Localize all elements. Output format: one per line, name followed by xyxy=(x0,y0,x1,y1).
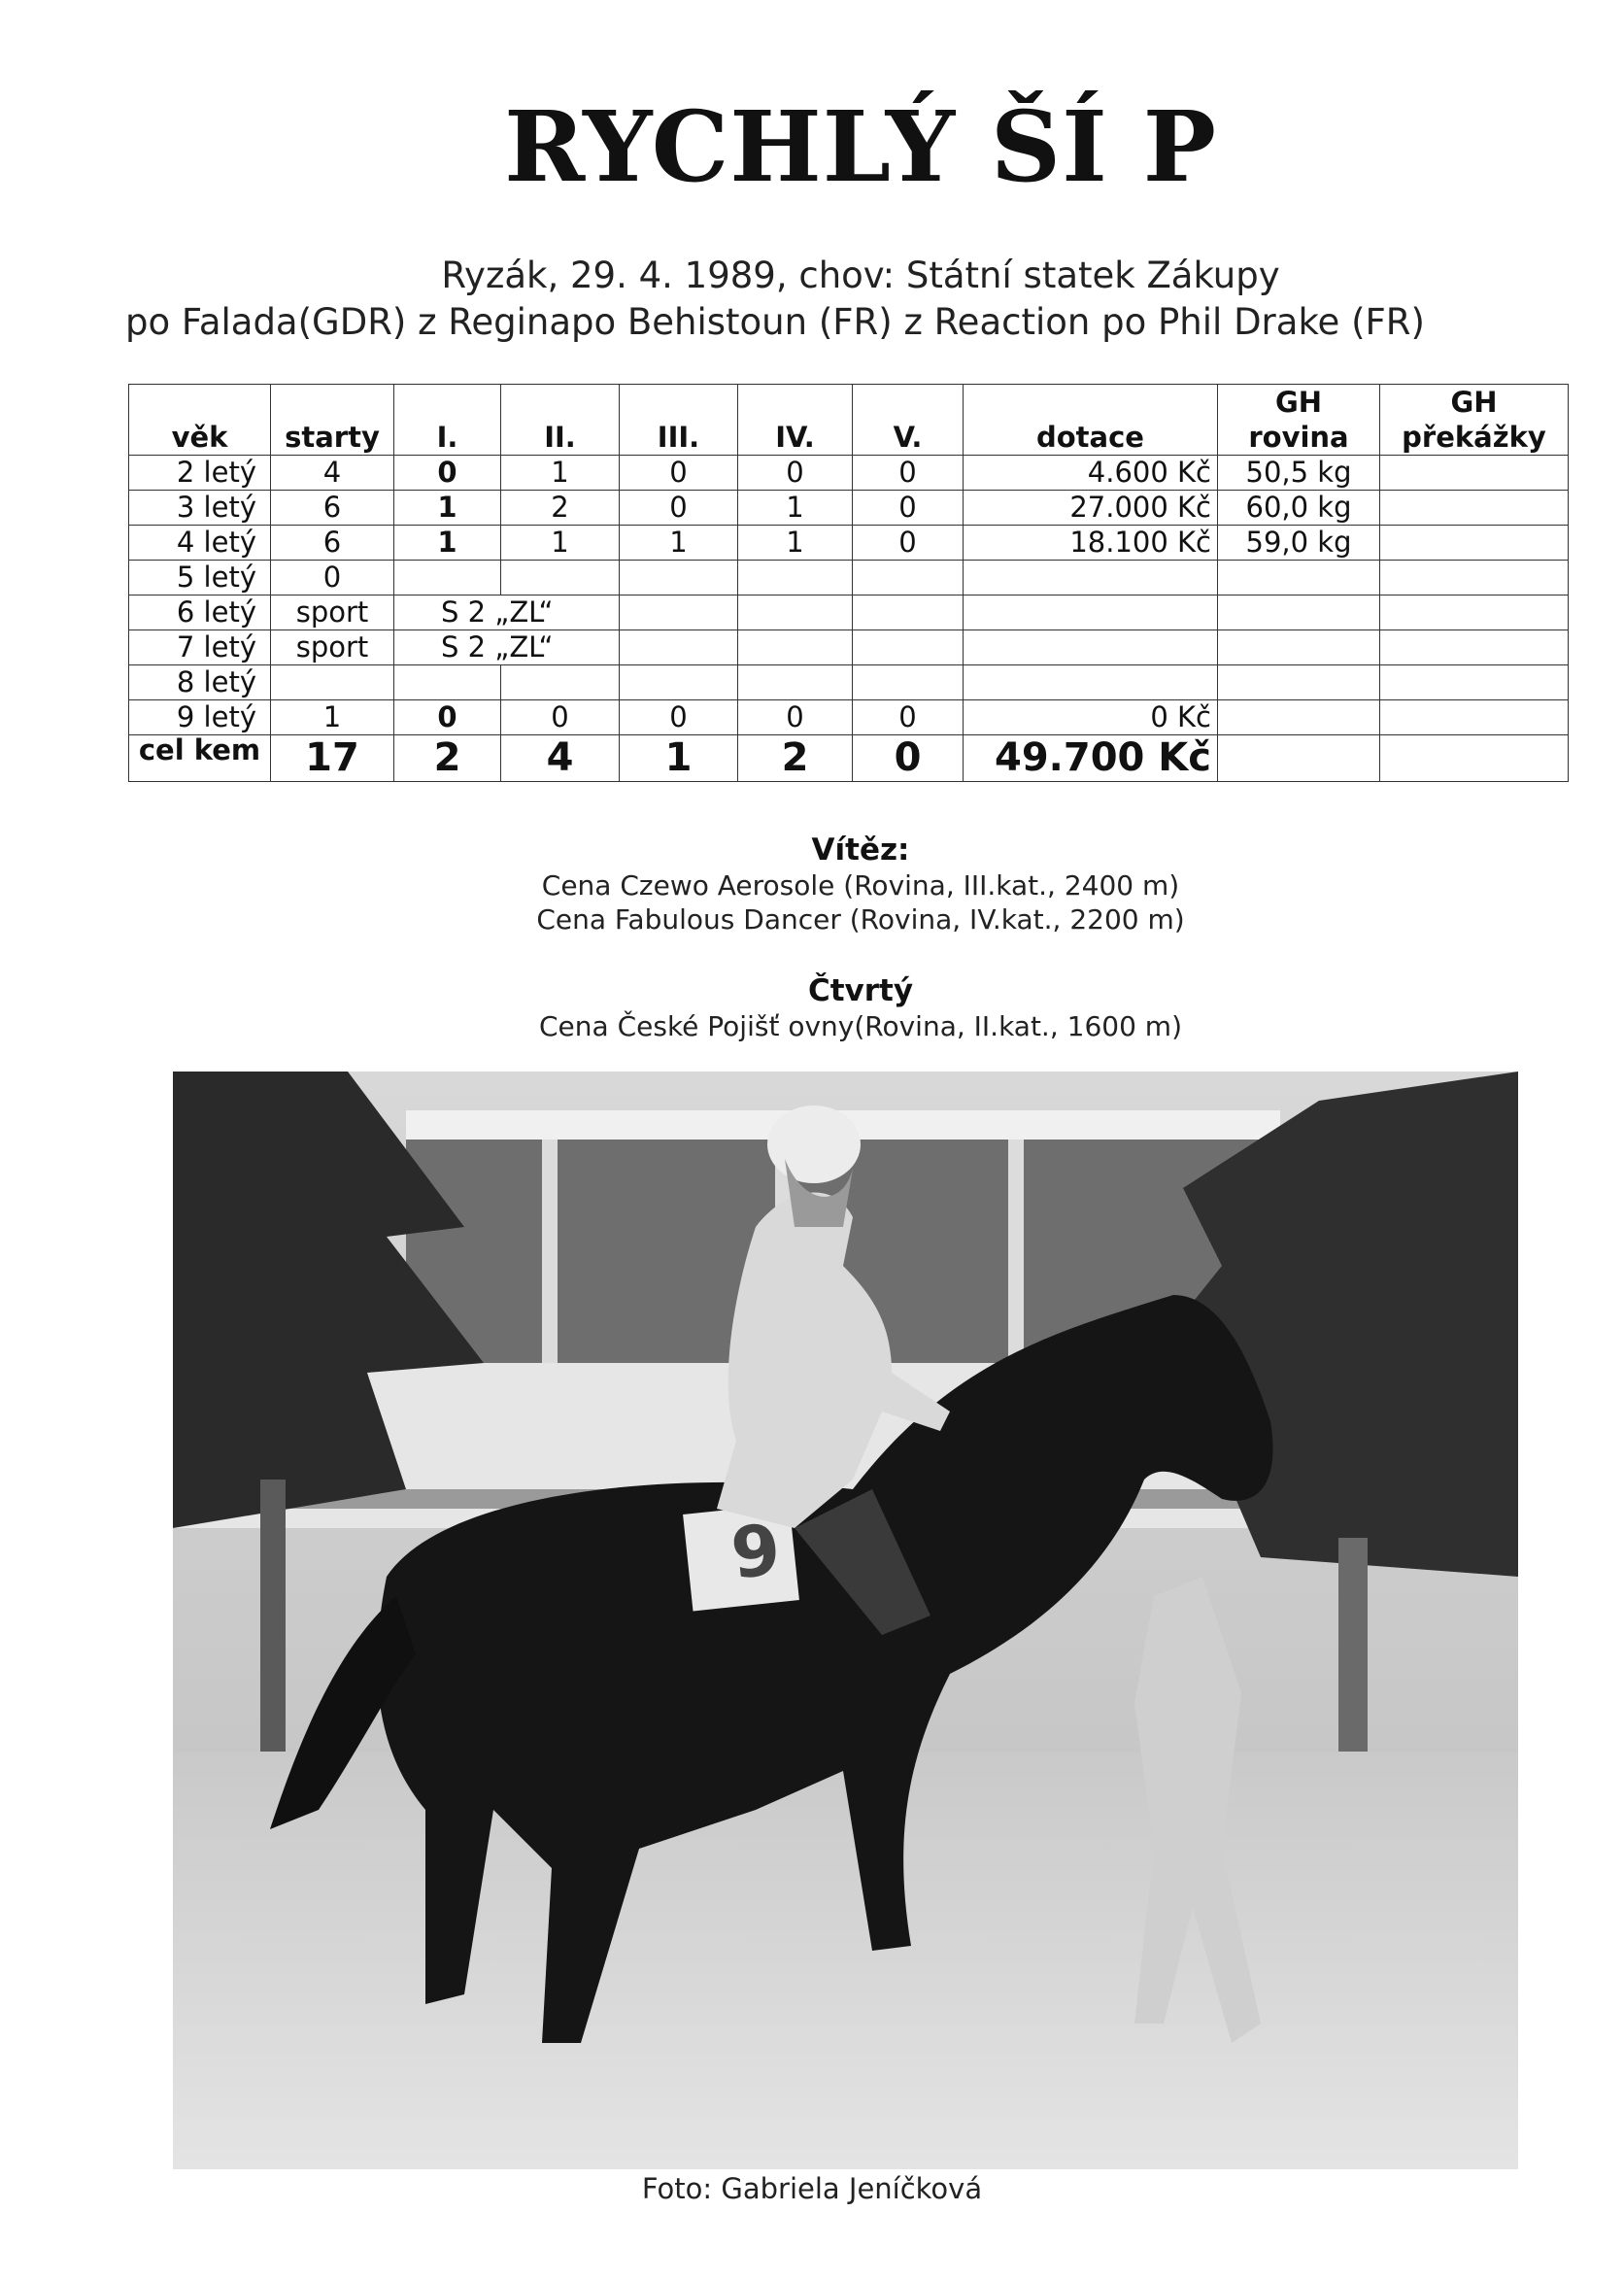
cell-gh-jump xyxy=(1380,561,1569,596)
winner-race: Cena Czewo Aerosole (Rovina, III.kat., 2400 m) xyxy=(541,869,1180,902)
header-money: dotace xyxy=(964,385,1218,456)
photo-credit: Foto: Gabriela Jeníčková xyxy=(641,2172,983,2205)
cell-fourth: 1 xyxy=(738,491,853,526)
cell-second: 1 xyxy=(501,456,620,491)
cell-money: 0 Kč xyxy=(964,700,1218,735)
cell-age: 4 letý xyxy=(129,526,271,561)
cell-fifth xyxy=(853,665,964,700)
cell-money: 4.600 Kč xyxy=(964,456,1218,491)
saddle-cloth-number: 9 xyxy=(727,1508,785,1595)
cell-gh-flat xyxy=(1218,700,1380,735)
cell-money xyxy=(964,561,1218,596)
winner-heading: Vítěz: xyxy=(811,833,910,868)
horse-pedigree: po Falada(GDR) z Reginapo Behistoun (FR) z Reaction po Phil Drake (FR) xyxy=(125,301,1425,343)
table-row xyxy=(129,630,1569,665)
cell-second: 1 xyxy=(501,526,620,561)
cell-age: 9 letý xyxy=(129,700,271,735)
cell-first: 0 xyxy=(394,456,501,491)
cell-money: 18.100 Kč xyxy=(964,526,1218,561)
cell-second: 0 xyxy=(501,700,620,735)
cell-starts: 4 xyxy=(271,456,394,491)
table-row xyxy=(129,491,1569,526)
cell-third xyxy=(620,665,738,700)
cell-total-starts: 17 xyxy=(271,735,394,782)
horse-name-title: RYCHLÝ ŠÍ P xyxy=(504,89,1217,204)
cell-fifth xyxy=(853,561,964,596)
cell-gh-flat: 50,5 kg xyxy=(1218,456,1380,491)
cell-fourth: 0 xyxy=(738,700,853,735)
header-fourth: IV. xyxy=(738,385,853,456)
table-row xyxy=(129,526,1569,561)
cell-fifth: 0 xyxy=(853,526,964,561)
cell-age: 5 letý xyxy=(129,561,271,596)
cell-money xyxy=(964,665,1218,700)
cell-gh-jump xyxy=(1380,491,1569,526)
table-row xyxy=(129,456,1569,491)
table-total-row xyxy=(129,735,1569,782)
cell-second xyxy=(501,561,620,596)
cell-starts xyxy=(271,665,394,700)
cell-third: 0 xyxy=(620,456,738,491)
cell-fourth: 0 xyxy=(738,456,853,491)
header-age: věk xyxy=(129,385,271,456)
cell-third: 1 xyxy=(620,526,738,561)
fourth-race: Cena České Pojišť ovny(Rovina, II.kat., 1600 m) xyxy=(539,1010,1182,1042)
header-fifth: V. xyxy=(853,385,964,456)
cell-total-fourth: 2 xyxy=(738,735,853,782)
cell-age: 3 letý xyxy=(129,491,271,526)
cell-first xyxy=(394,665,501,700)
cell-fourth: 1 xyxy=(738,526,853,561)
cell-fourth xyxy=(738,561,853,596)
cell-starts: 6 xyxy=(271,526,394,561)
cell-gh-jump xyxy=(1380,526,1569,561)
race-statistics-table xyxy=(128,384,1569,782)
table-row xyxy=(129,665,1569,700)
cell-age: 6 letý xyxy=(129,596,271,630)
cell-total-third: 1 xyxy=(620,735,738,782)
cell-gh-jump xyxy=(1380,665,1569,700)
cell-fourth xyxy=(738,665,853,700)
cell-age: 2 letý xyxy=(129,456,271,491)
cell-third xyxy=(620,561,738,596)
winner-section xyxy=(49,833,1624,936)
cell-gh-flat: 60,0 kg xyxy=(1218,491,1380,526)
cell-gh-flat xyxy=(1218,561,1380,596)
cell-sport-note: S 2 „ZL“ xyxy=(394,596,620,630)
cell-total-second: 4 xyxy=(501,735,620,782)
cell-gh-jump xyxy=(1380,456,1569,491)
cell-starts: sport xyxy=(271,596,394,630)
cell-fifth: 0 xyxy=(853,700,964,735)
winner-race: Cena Fabulous Dancer (Rovina, IV.kat., 2200 m) xyxy=(536,903,1185,936)
cell-money: 27.000 Kč xyxy=(964,491,1218,526)
cell-gh-jump xyxy=(1380,700,1569,735)
cell-fifth: 0 xyxy=(853,491,964,526)
cell-first xyxy=(394,561,501,596)
header-third: III. xyxy=(620,385,738,456)
cell-third: 0 xyxy=(620,491,738,526)
cell-starts: 6 xyxy=(271,491,394,526)
fourth-place-section xyxy=(49,973,1624,1042)
cell-fifth: 0 xyxy=(853,456,964,491)
horse-photo-illustration xyxy=(173,1072,1518,2169)
table-row xyxy=(129,561,1569,596)
cell-sport-note: S 2 „ZL“ xyxy=(394,630,620,665)
cell-gh-flat xyxy=(1218,665,1380,700)
horse-photo xyxy=(173,1072,1518,2169)
horse-details: Ryzák, 29. 4. 1989, chov: Státní statek Zákupy xyxy=(441,255,1280,296)
header-first: I. xyxy=(394,385,501,456)
header-second: II. xyxy=(501,385,620,456)
cell-total-first: 2 xyxy=(394,735,501,782)
cell-age: 8 letý xyxy=(129,665,271,700)
header-gh-flat: GH rovina xyxy=(1218,385,1380,456)
cell-second xyxy=(501,665,620,700)
header-starts: starty xyxy=(271,385,394,456)
cell-total-fifth: 0 xyxy=(853,735,964,782)
cell-total-label: cel kem xyxy=(129,735,271,782)
cell-first: 1 xyxy=(394,526,501,561)
cell-second: 2 xyxy=(501,491,620,526)
cell-age: 7 letý xyxy=(129,630,271,665)
cell-third: 0 xyxy=(620,700,738,735)
header-gh-jump: GH překážky xyxy=(1380,385,1569,456)
cell-first: 1 xyxy=(394,491,501,526)
cell-starts: 1 xyxy=(271,700,394,735)
cell-total-money: 49.700 Kč xyxy=(964,735,1218,782)
fourth-heading: Čtvrtý xyxy=(807,973,914,1008)
cell-gh-flat: 59,0 kg xyxy=(1218,526,1380,561)
cell-starts: sport xyxy=(271,630,394,665)
cell-first: 0 xyxy=(394,700,501,735)
table-header-row xyxy=(129,385,1569,456)
cell-starts: 0 xyxy=(271,561,394,596)
table-row xyxy=(129,596,1569,630)
table-row xyxy=(129,700,1569,735)
